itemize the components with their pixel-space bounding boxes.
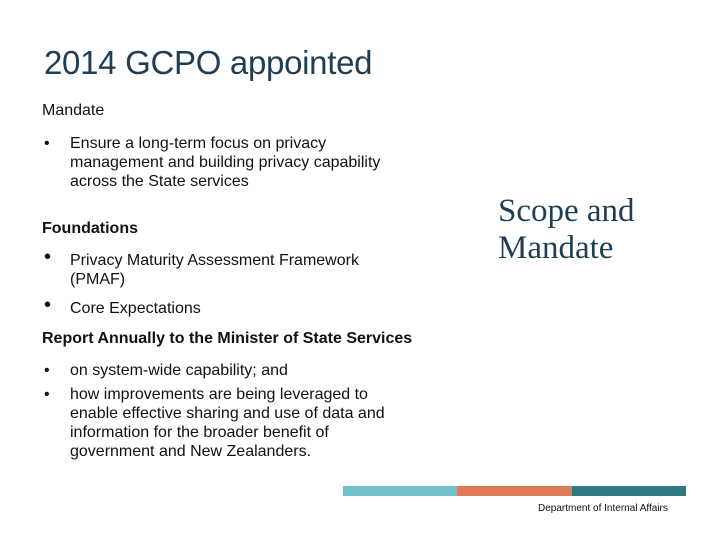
slide-title: 2014 GCPO appointed — [44, 44, 373, 81]
bullet-glyph: • — [44, 362, 50, 379]
section-heading-report: Report Annually to the Minister of State Services — [42, 330, 413, 347]
bullet-text: Privacy Maturity Assessment Framework (PMAF) — [70, 252, 359, 288]
footer-bar-teal-dark — [572, 486, 686, 496]
footer-bar-orange — [457, 486, 572, 496]
side-title: Scope and Mandate — [498, 193, 635, 266]
bullet-text: on system-wide capability; and — [70, 362, 288, 379]
section-heading-foundations: Foundations — [42, 220, 138, 237]
bullet-text: how improvements are being leveraged to enable effective sharing and use of data and information for the broader benefit of government and New Zealanders. — [70, 386, 385, 460]
bullet-glyph: • — [44, 135, 50, 152]
section-heading-mandate: Mandate — [42, 102, 105, 119]
bullet-text: Core Expectations — [70, 300, 201, 317]
bullet-glyph: • — [44, 386, 50, 403]
bullet-glyph: • — [44, 294, 52, 316]
bullet-glyph: • — [44, 246, 52, 268]
footer-bar-teal-light — [343, 486, 457, 496]
footer-department: Department of Internal Affairs — [538, 503, 668, 514]
bullet-text: Ensure a long-term focus on privacy management and building privacy capability across the State services — [70, 135, 381, 190]
